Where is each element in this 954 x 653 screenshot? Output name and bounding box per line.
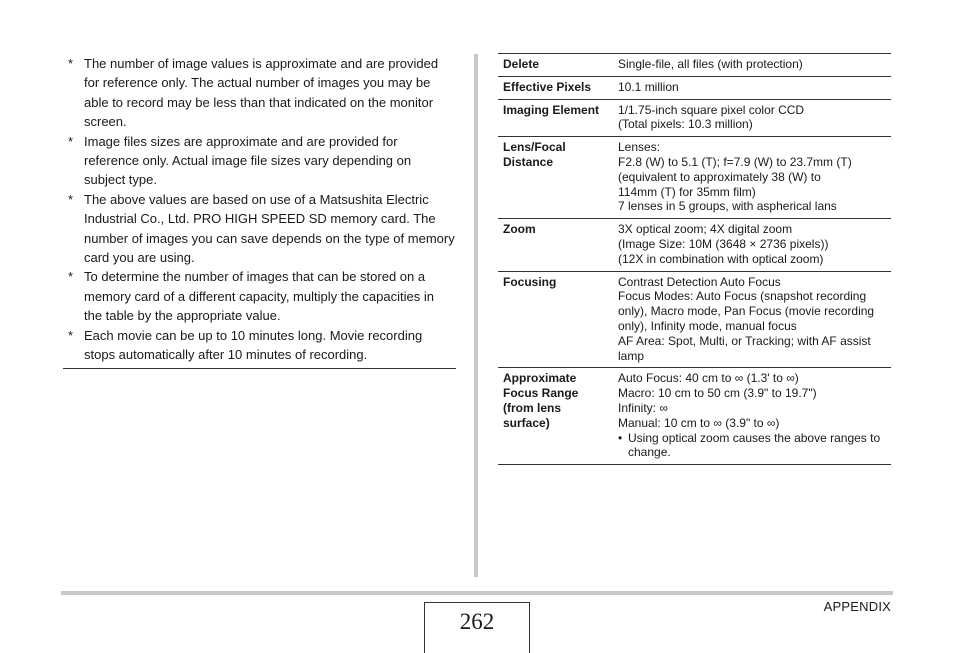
spec-value-line: Lenses:: [618, 140, 661, 155]
column-separator: [474, 54, 478, 577]
spec-row: [498, 368, 891, 465]
note-marker: *: [68, 133, 74, 149]
spec-value-line: 1/1.75-inch square pixel color CCD: [618, 102, 805, 117]
note-item: [63, 267, 455, 325]
page-number: 262: [424, 602, 530, 653]
spec-value-line: 3X optical zoom; 4X digital zoom: [618, 222, 793, 237]
notes-list: [63, 54, 455, 365]
spec-row: [498, 54, 891, 77]
spec-label: Effective Pixels: [498, 76, 610, 99]
spec-row: [498, 76, 891, 99]
left-divider: [63, 368, 456, 369]
spec-row: [498, 137, 891, 219]
spec-value-line: (Total pixels: 10.3 million): [618, 117, 753, 132]
spec-value-line: Macro: 10 cm to 50 cm (3.9" to 19.7"): [618, 386, 817, 401]
spec-row: [498, 99, 891, 137]
spec-value-line: 7 lenses in 5 groups, with aspherical lans: [618, 199, 837, 214]
note-marker: *: [68, 56, 74, 71]
spec-value: [610, 99, 891, 137]
spec-value-line: Focus Modes: Auto Focus (snapshot recording only), Macro mode, Pan Focus (movie recording only), Infinity mode, manual focus: [618, 289, 875, 333]
spec-value-line: Manual: 10 cm to ∞ (3.9" to ∞): [618, 415, 780, 430]
spec-table: [498, 53, 891, 465]
note-text: The number of image values is approximate and are provided for reference only. The actual number of images you may be able to record may be less than that indicated on the monitor screen.: [84, 56, 439, 130]
spec-value: [610, 76, 891, 99]
spec-label: Lens/Focal Distance: [498, 137, 610, 219]
spec-label: Zoom: [498, 219, 610, 271]
note-item: [63, 190, 455, 268]
spec-value-line: Infinity: ∞: [618, 400, 668, 415]
spec-value-line: Single-file, all files (with protection): [618, 57, 803, 71]
note-marker: *: [68, 327, 74, 343]
spec-row: [498, 271, 891, 368]
section-label: APPENDIX: [823, 599, 891, 614]
spec-bullet-note: • Using optical zoom causes the above ranges to change.: [618, 431, 887, 461]
spec-value-line: (Image Size: 10M (3648 × 2736 pixels)): [618, 236, 829, 251]
note-marker: *: [68, 269, 74, 285]
spec-value-line: 114mm (T) for 35mm film): [618, 184, 756, 199]
spec-value: [610, 368, 891, 465]
note-item: [63, 132, 455, 190]
spec-label: Delete: [498, 54, 610, 77]
note-item: [63, 326, 455, 365]
spec-value-line: (equivalent to approximately 38 (W) to: [618, 169, 821, 184]
spec-value-line: F2.8 (W) to 5.1 (T); f=7.9 (W) to 23.7mm (T): [618, 154, 852, 169]
spec-label: Focusing: [498, 271, 610, 368]
spec-value-line: AF Area: Spot, Multi, or Tracking; with AF assist lamp: [618, 333, 871, 363]
spec-value: [610, 271, 891, 368]
note-item: [63, 54, 455, 132]
spec-value: [610, 219, 891, 271]
spec-value-line: (12X in combination with optical zoom): [618, 251, 824, 266]
spec-value: [610, 137, 891, 219]
note-text: The above values are based on use of a Matsushita Electric Industrial Co., Ltd. PRO HIGH SPEED SD memory card. The number of images you can save depends on the type of memory card you are using.: [84, 191, 455, 266]
note-text: To determine the number of images that can be stored on a memory card of a different capacity, multiply the capacities in the table by the appropriate value.: [84, 269, 434, 324]
note-text: Each movie can be up to 10 minutes long. Movie recording stops automatically after 10 minutes of recording.: [84, 327, 423, 363]
spec-value-line: 10.1 million: [618, 79, 679, 94]
spec-value-line: Contrast Detection Auto Focus: [618, 274, 781, 289]
spec-value-line: Auto Focus: 40 cm to ∞ (1.3' to ∞): [618, 371, 799, 386]
spec-label: Imaging Element: [498, 99, 610, 137]
note-text: Image files sizes are approximate and are provided for reference only. Actual image file sizes vary depending on subject type.: [84, 133, 412, 188]
footer-rule: [61, 591, 893, 595]
spec-label: Approximate Focus Range (from lens surface): [498, 368, 610, 465]
spec-value: [610, 54, 891, 77]
spec-row: [498, 219, 891, 271]
note-marker: *: [68, 191, 74, 207]
